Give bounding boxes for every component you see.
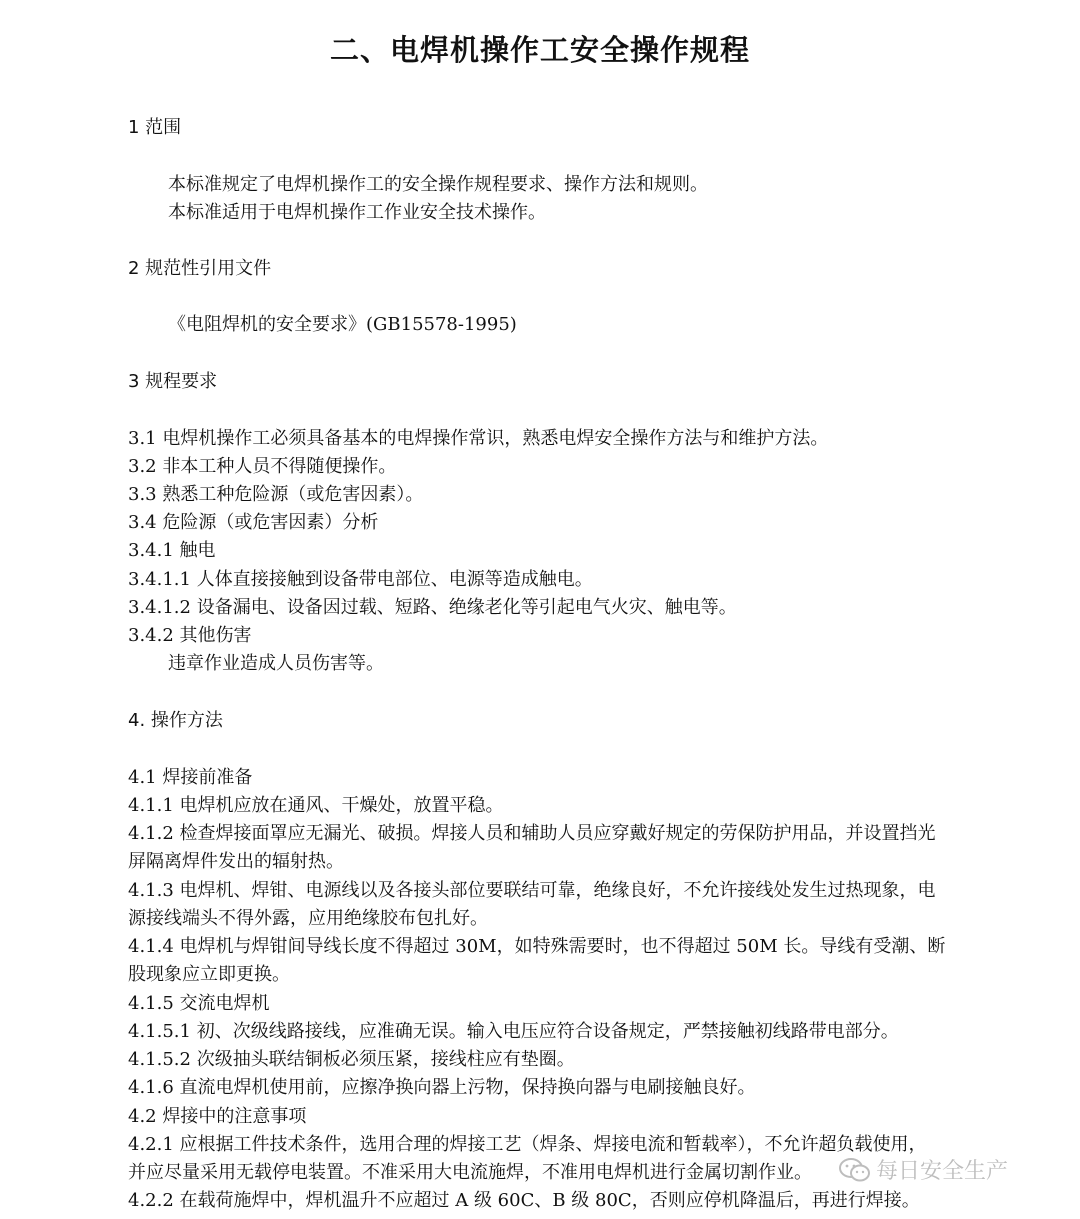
reference-item: 《电阻焊机的安全要求》(GB15578-1995)	[168, 314, 517, 335]
paragraph: 并应尽量采用无载停电装置。不准采用大电流施焊，不准用电焊机进行金属切割作业。	[128, 1162, 812, 1183]
paragraph: 屏隔离焊件发出的辐射热。	[128, 851, 344, 872]
paragraph: 4.1.5.1 初、次级线路接线，应准确无误。输入电压应符合设备规定，严禁接触初线路带电部分。	[128, 1021, 899, 1042]
paragraph: 本标准规定了电焊机操作工的安全操作规程要求、操作方法和规则。	[168, 174, 708, 195]
paragraph: 3.2 非本工种人员不得随便操作。	[128, 456, 397, 477]
section-4-heading: 4. 操作方法	[128, 710, 223, 731]
paragraph: 股现象应立即更换。	[128, 964, 290, 985]
paragraph: 4.2 焊接中的注意事项	[128, 1106, 307, 1127]
paragraph: 4.1.1 电焊机应放在通风、干燥处，放置平稳。	[128, 795, 504, 816]
paragraph: 4.1.3 电焊机、焊钳、电源线以及各接头部位要联结可靠，绝缘良好，不允许接线处发生过热现象，电	[128, 880, 936, 901]
paragraph: 3.3 熟悉工种危险源（或危害因素）。	[128, 484, 424, 505]
paragraph: 3.4 危险源（或危害因素）分析	[128, 512, 379, 533]
paragraph: 4.1.6 直流电焊机使用前，应擦净换向器上污物，保持换向器与电刷接触良好。	[128, 1077, 756, 1098]
paragraph: 3.4.1 触电	[128, 540, 216, 561]
paragraph: 4.1.5 交流电焊机	[128, 993, 270, 1014]
section-1-heading: 1 范围	[128, 117, 182, 138]
paragraph: 违章作业造成人员伤害等。	[168, 653, 384, 674]
watermark	[838, 1154, 1008, 1185]
document-title: 二、电焊机操作工安全操作规程	[329, 33, 750, 67]
paragraph: 3.4.1.1 人体直接接触到设备带电部位、电源等造成触电。	[128, 569, 593, 590]
watermark-text: 每日安全生产	[876, 1159, 1009, 1184]
paragraph: 源接线端头不得外露，应用绝缘胶布包扎好。	[128, 908, 488, 929]
paragraph: 3.4.1.2 设备漏电、设备因过载、短路、绝缘老化等引起电气火灾、触电等。	[128, 597, 737, 618]
paragraph: 4.2.2 在载荷施焊中，焊机温升不应超过 A 级 60C、B 级 80C，否则应停机降温后，再进行焊接。	[128, 1190, 920, 1211]
paragraph: 4.2.1 应根据工件技术条件，选用合理的焊接工艺（焊条、焊接电流和暂载率），不允许超负载使用，	[128, 1134, 927, 1155]
section-3-heading: 3 规程要求	[128, 371, 218, 392]
paragraph: 4.1.4 电焊机与焊钳间导线长度不得超过 30M，如特殊需要时，也不得超过 50M 长。导线有受潮、断	[128, 936, 946, 957]
paragraph: 4.1.5.2 次级抽头联结铜板必须压紧，接线柱应有垫圈。	[128, 1049, 575, 1070]
paragraph: 本标准适用于电焊机操作工作业安全技术操作。	[168, 202, 546, 223]
paragraph: 4.1.2 检查焊接面罩应无漏光、破损。焊接人员和辅助人员应穿戴好规定的劳保防护用品，并设置挡光	[128, 823, 936, 844]
paragraph: 4.1 焊接前准备	[128, 767, 253, 788]
wechat-icon	[838, 1157, 872, 1183]
section-2-heading: 2 规范性引用文件	[128, 258, 272, 279]
paragraph: 3.4.2 其他伤害	[128, 625, 252, 646]
paragraph: 3.1 电焊机操作工必须具备基本的电焊操作常识，熟悉电焊安全操作方法与和维护方法。	[128, 428, 829, 449]
